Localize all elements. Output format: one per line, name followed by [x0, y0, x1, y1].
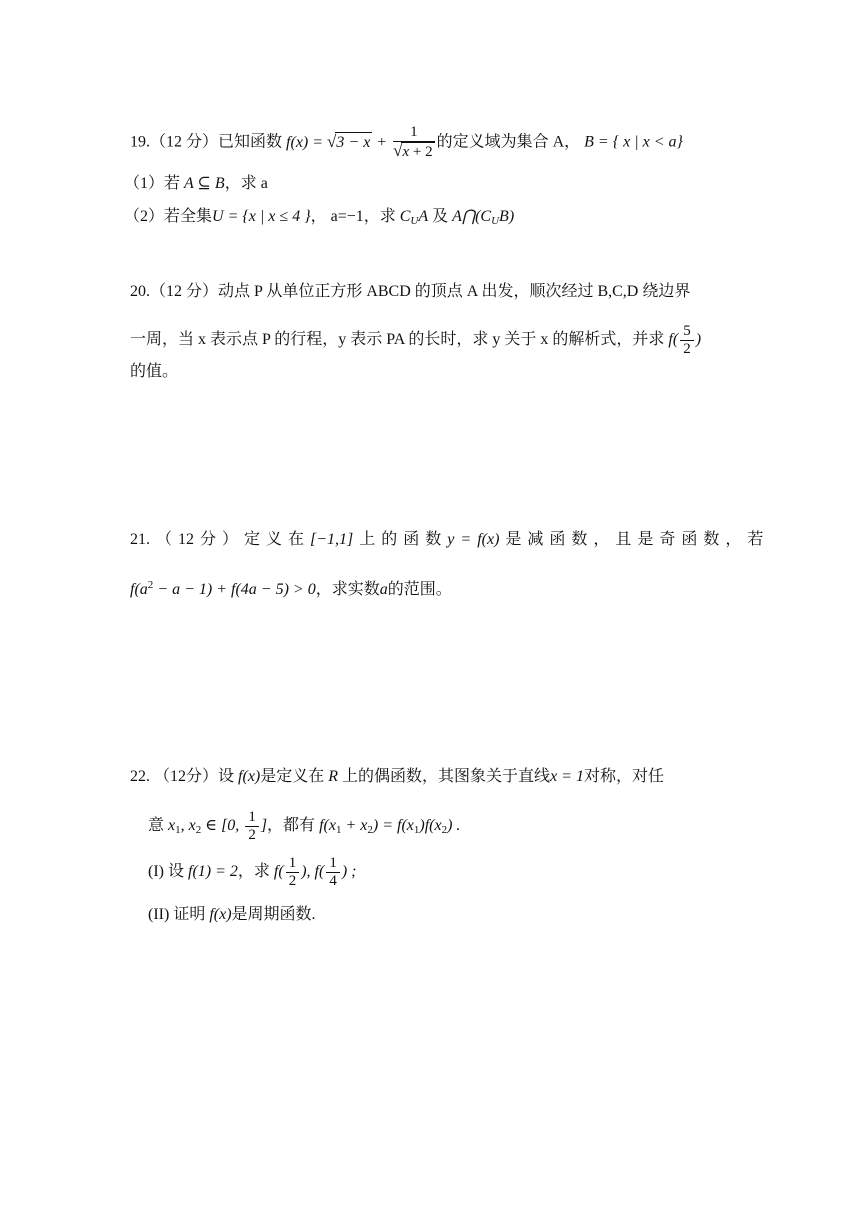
q19-number: 19. — [130, 133, 150, 151]
q19-part-2 — [124, 205, 514, 233]
q21-interval: [−1,1] — [310, 531, 354, 548]
q21-text-b: 上 的 函 数 — [359, 531, 442, 548]
q19-function: f(x) = √3 − x + $\frac{1}{√x + 2}$ — [286, 124, 433, 160]
q22-text-c: 上的偶函数，其图象关于直线 — [342, 768, 551, 785]
q22-line-1 — [130, 765, 664, 789]
q19-part2-and: 及 — [432, 208, 449, 225]
q21-line-2 — [130, 573, 452, 602]
q22-part-1 — [148, 855, 356, 890]
q19-part1-end: ，求 a — [224, 175, 268, 192]
q20-line-1 — [130, 280, 690, 304]
q20-score: （12 分） — [150, 283, 219, 300]
q20-number: 20. — [130, 283, 150, 300]
q22-f1-eq: f(1) = 2 — [188, 863, 238, 881]
q22-part1-ask: ，求 — [237, 863, 270, 881]
q19-subset-expr: A ⊆ B — [184, 175, 225, 192]
q21-text-c: 是 减 函 数 ， 且 是 奇 函 数 ， 若 — [505, 531, 764, 548]
q22-f-values: f( $\frac{1}{2}$ ), f( $\frac{1}{4}$ ) ; — [273, 855, 357, 889]
q22-part2-label: (II) 证明 — [148, 906, 206, 923]
q21-score: （ 12 分 ） — [156, 531, 239, 548]
q19-part2-label: （2）若全集 — [124, 208, 213, 225]
q21-number: 21. — [130, 531, 150, 548]
q21-var-a: a — [379, 581, 388, 598]
q22-text-a: 设 — [218, 768, 235, 785]
q22-score: （12分） — [154, 768, 219, 785]
q22-text-f: ，都有 — [267, 817, 316, 835]
q20-line-2 — [130, 323, 701, 358]
q22-r: R — [328, 768, 339, 785]
q19-set-b: B = { x | x < a} — [584, 133, 683, 151]
q22-fx: f(x) — [238, 768, 261, 785]
q22-part2-end: 是周期函数. — [231, 906, 316, 923]
q19-complement-a: $C_UA$ — [399, 208, 429, 227]
q21-inequality: $f(a^2 - a - 1) + f(4a - 5) > 0$ — [130, 579, 316, 598]
q22-domain: $x_1$, $x_2$ ∈ [0, $\frac{1}{2}$ ] — [168, 809, 268, 843]
q22-part-2 — [148, 903, 316, 927]
q20-line3-text: 的值。 — [130, 363, 179, 380]
q19-intersection: $A⋂(C_UB)$ — [452, 208, 515, 227]
q19-part1-label: （1）若 — [124, 175, 181, 192]
q22-text-e: 意 — [148, 817, 165, 835]
q21-function: y = f(x) — [447, 531, 500, 548]
q20-line-3 — [130, 360, 178, 384]
q22-text-b: 是定义在 — [260, 768, 325, 785]
q22-number: 22. — [130, 768, 150, 785]
q19-text-a: 已知函数 — [218, 133, 283, 151]
q21-text-a: 定 义 在 — [244, 531, 305, 548]
q21-text-d: ，求实数 — [315, 581, 380, 598]
q20-line2-text: 一周，当 x 表示点 P 的行程，y 表示 PA 的长时，求 y 关于 x 的解析式，并求 — [130, 331, 665, 349]
q20-f-five-halves: f( $\frac{5}{2}$ ) — [668, 323, 702, 357]
q22-line-eq: x = 1 — [550, 768, 584, 785]
q19-part2-mid: ， a=−1，求 — [310, 208, 396, 225]
q22-part1-label: (I) 设 — [148, 863, 184, 881]
q22-fx-periodic: f(x) — [209, 906, 232, 923]
q22-line-2 — [148, 809, 460, 844]
q19-universal-set: U = {x | x ≤ 4 } — [212, 208, 311, 225]
q19-line-1 — [130, 124, 683, 162]
q19-text-b: 的定义域为集合 A， — [436, 133, 581, 151]
q19-part-1 — [124, 172, 268, 196]
q22-text-d: 对称，对任 — [583, 768, 664, 785]
q19-score: （12 分） — [150, 133, 219, 151]
q21-text-e: 的范围。 — [387, 581, 452, 598]
q20-line1-text: 动点 P 从单位正方形 ABCD 的顶点 A 出发，顺次经过 B,C,D 绕边界 — [218, 283, 691, 300]
q22-functional-eq: $f(x_1 + x_2) = f(x_1)f(x_2)$ . — [319, 817, 461, 837]
q21-line-1 — [130, 528, 763, 552]
